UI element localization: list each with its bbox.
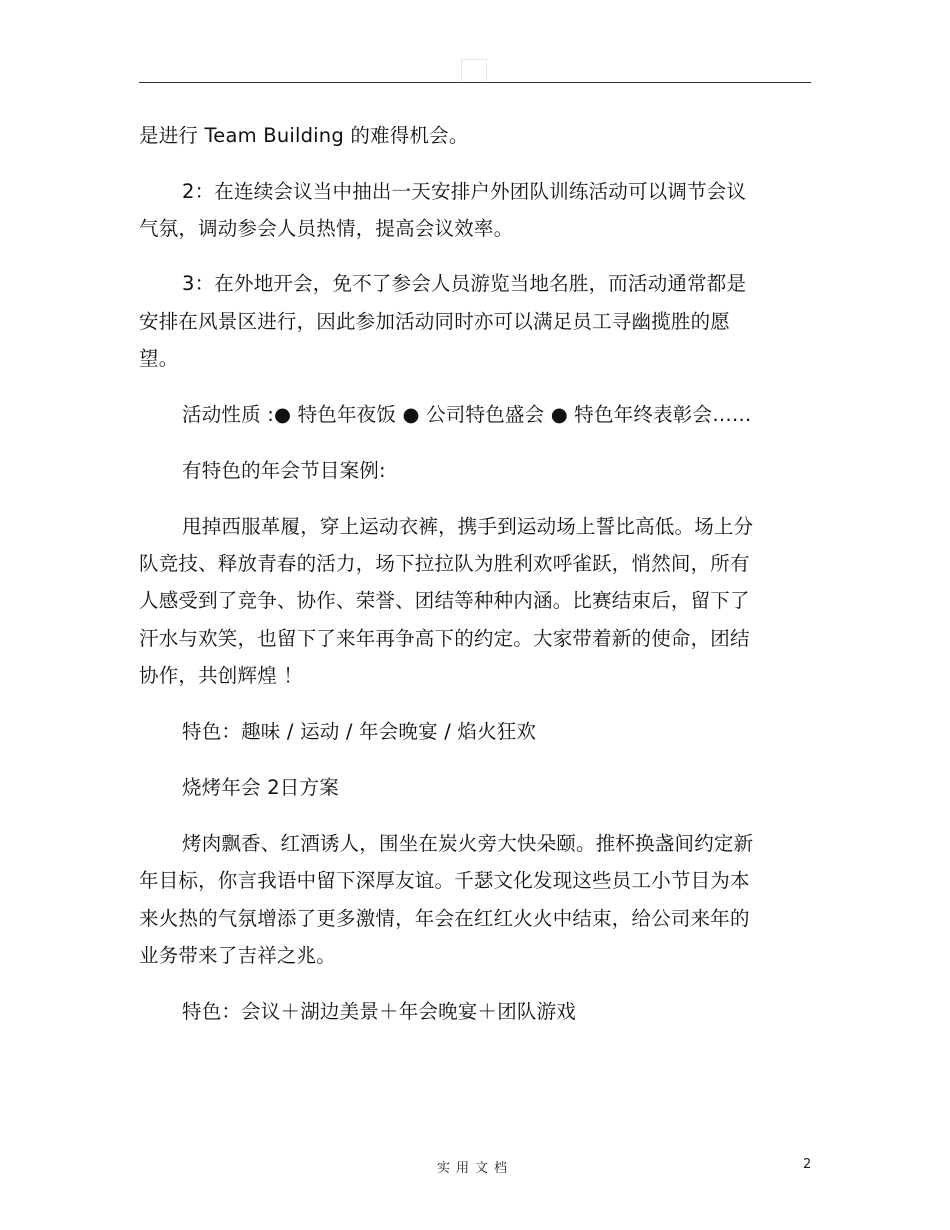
text-line: 来火热的气氛增添了更多激情，年会在红红火火中结束，给公司来年的 (139, 907, 750, 930)
header-box (461, 59, 487, 81)
text-line: 业务带来了吉祥之兆。 (139, 944, 337, 967)
text-line: 2：在连续会议当中抽出一天安排户外团队训练活动可以调节会议 (182, 180, 747, 203)
footer-label: 实用文档 (436, 1161, 513, 1176)
text-line: 甩掉西服革履，穿上运动衣裤，携手到运动场上誓比高低。场上分 (182, 515, 754, 538)
text-line: 人感受到了竞争、协作、荣誉、团结等种种内涵。比赛结束后，留下了 (139, 589, 750, 612)
page-number: 2 (803, 1157, 812, 1172)
text-line: 特色：会议＋湖边美景＋年会晚宴＋团队游戏 (182, 1000, 577, 1023)
text-line: 队竞技、释放青春的活力，场下拉拉队为胜利欢呼雀跃，悄然间，所有 (139, 552, 750, 575)
text-line: 汗水与欢笑，也留下了来年再争高下的约定。大家带着新的使命，团结 (139, 627, 750, 650)
text-line: 活动性质 :● 特色年夜饭 ● 公司特色盛会 ● 特色年终表彰会…… (182, 403, 752, 426)
text-line: 气氛，调动参会人员热情，提高会议效率。 (139, 217, 514, 240)
text-line: 年目标，你言我语中留下深厚友谊。千瑟文化发现这些员工小节目为本 (139, 869, 750, 892)
text-line: 有特色的年会节目案例: (182, 459, 386, 482)
header-rule (139, 82, 811, 83)
text-line: 安排在风景区进行，因此参加活动同时亦可以满足员工寻幽揽胜的愿 (139, 310, 731, 333)
text-line: 望。 (139, 347, 179, 370)
text-line: 3：在外地开会，免不了参会人员游览当地名胜，而活动通常都是 (182, 272, 747, 295)
text-line: 是进行 Team Building 的难得机会。 (139, 124, 469, 147)
text-line: 协作，共创辉煌 ！ (139, 664, 303, 687)
text-line: 烧烤年会 2日方案 (182, 776, 339, 799)
text-line: 特色：趣味 / 运动 / 年会晚宴 / 焰火狂欢 (182, 720, 537, 743)
text-line: 烤肉飘香、红酒诱人，围坐在炭火旁大快朵颐。推杯换盏间约定新 (182, 832, 754, 855)
